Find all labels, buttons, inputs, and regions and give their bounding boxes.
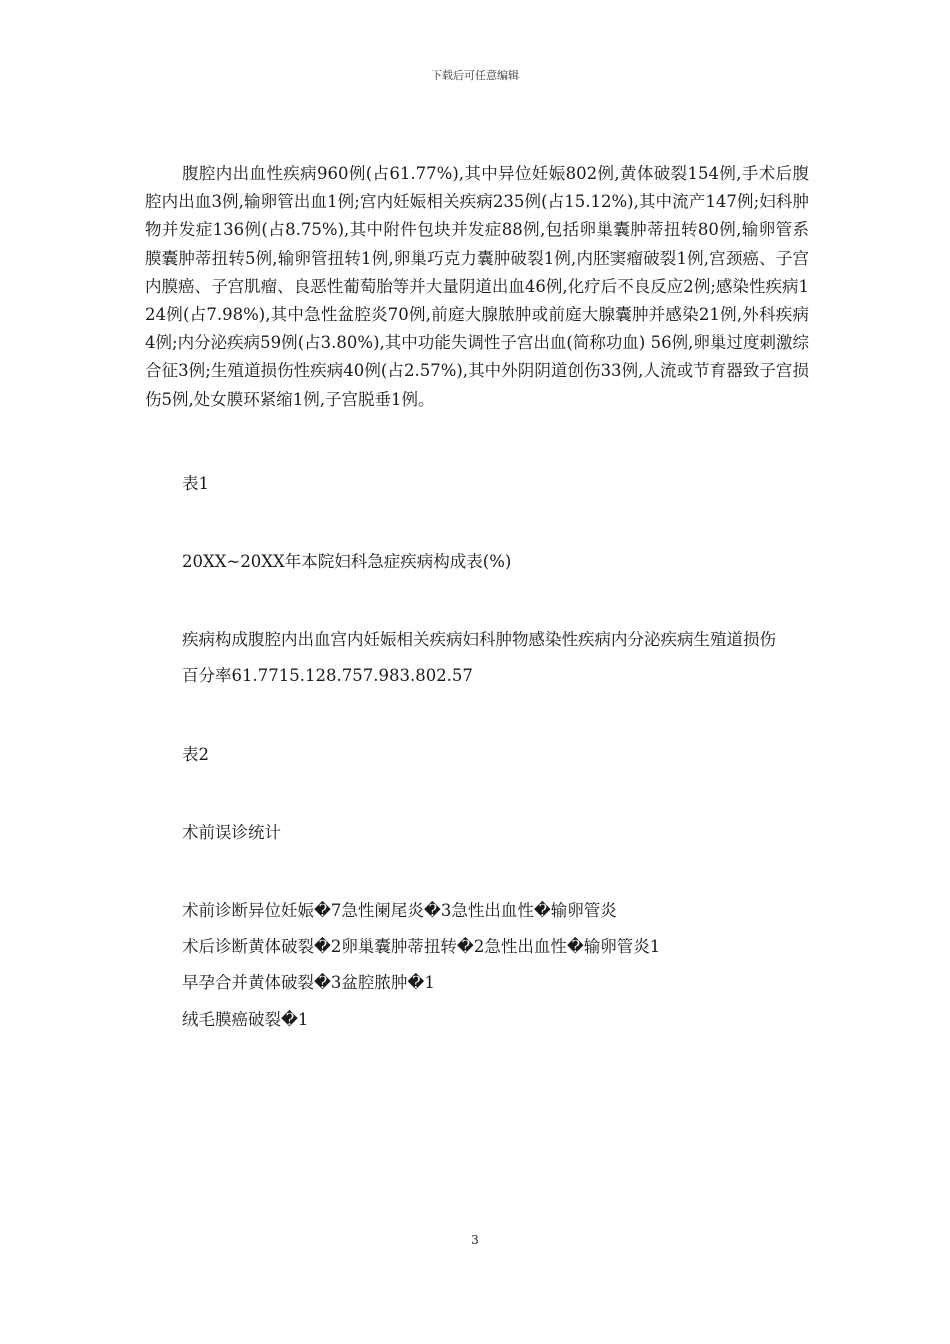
table2-line: 绒毛膜癌破裂�1 xyxy=(182,1009,309,1029)
table2-label: 表2 xyxy=(182,744,209,764)
spacer xyxy=(145,961,809,969)
table1-title: 20XX~20XX年本院妇科急症疾病构成表(%) xyxy=(182,552,512,572)
table1-label: 表1 xyxy=(182,473,209,493)
spacer xyxy=(145,498,809,548)
table1-row-values: 百分率61.7715.128.757.983.802.57 xyxy=(182,666,473,686)
document-body xyxy=(145,160,809,1034)
spacer xyxy=(145,847,809,897)
spacer xyxy=(145,998,809,1006)
table1-row-header: 疾病构成腹腔内出血宫内妊娠相关疾病妇科肿物感染性疾病内分泌疾病生殖道损伤 xyxy=(182,630,776,650)
spacer xyxy=(145,691,809,741)
spacer xyxy=(145,576,809,626)
spacer xyxy=(145,654,809,662)
spacer xyxy=(145,769,809,819)
table2-line: 早孕合并黄体破裂�3盆腔脓肿�1 xyxy=(182,973,435,993)
table2-line: 术前诊断异位妊娠�7急性阑尾炎�3急性出血性�输卵管炎 xyxy=(182,901,617,921)
spacer xyxy=(145,925,809,933)
page-number: 3 xyxy=(471,1233,479,1247)
table2-title: 术前误诊统计 xyxy=(182,822,281,842)
page-header: 下载后可任意编辑 xyxy=(431,69,519,82)
spacer xyxy=(145,414,809,470)
body-paragraph: 腹腔内出血性疾病960例(占61.77%),其中异位妊娠802例,黄体破裂154例,手术后腹腔内出血3例,输卵管出血1例;宫内妊娠相关疾病235例(占15.12%),其中流产147例;妇科肿物并发症136例(占8.75%),其中附件包块并发症88例,包括卵巢囊肿蒂扭转80例,输卵管系膜囊肿蒂扭转5例,输卵管扭转1例,卵巢巧克力囊肿破裂1例,内胚窦瘤破裂1例,宫颈癌、子宫内膜癌、子宫肌瘤、良恶性葡萄胎等并大量阴道出血46例,化疗后不良反应2例;感染性疾病124例(占7.98%),其中急性盆腔炎70例,前庭大腺脓肿或前庭大腺囊肿并感染21例,外科疾病4例;内分泌疾病59例(占3.80%),其中功能失调性子宫出血(简称功血) 56例,卵巢过度刺激综合征3例;生殖道损伤性疾病40例(占2.57%),其中外阴阴道创伤33例,人流或节育器致子宫损伤5例,处女膜环紧缩1例,子宫脱垂1例。 xyxy=(145,164,809,409)
table2-line: 术后诊断黄体破裂�2卵巢囊肿蒂扭转�2急性出血性�输卵管炎1 xyxy=(182,937,661,957)
